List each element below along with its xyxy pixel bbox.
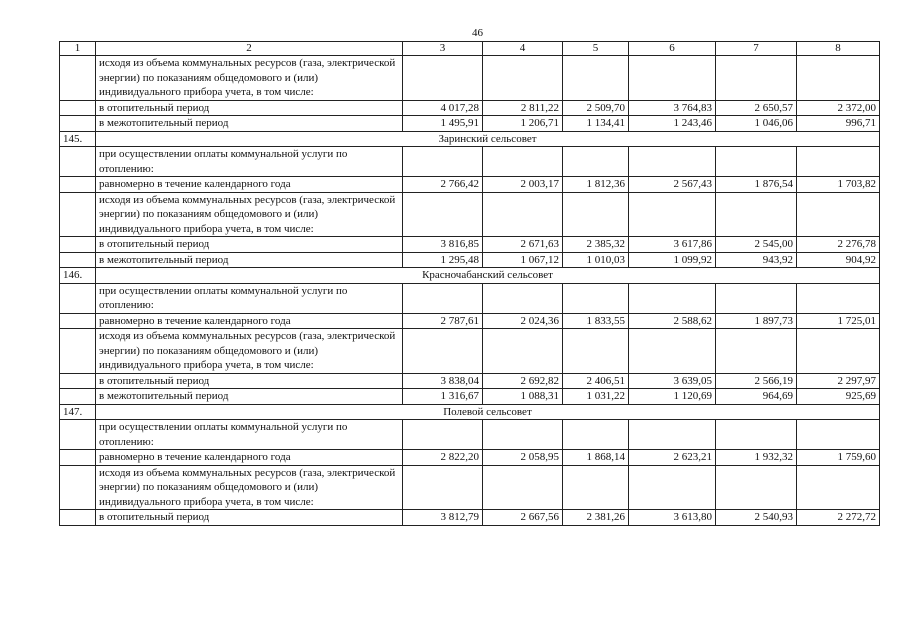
value-cell: 1 099,92 [629,252,716,268]
row-label: при осуществлении оплаты коммунальной услуги по отоплению: [96,420,403,450]
value-cell: 1 046,06 [716,116,797,132]
column-header-7: 7 [716,42,797,56]
value-cell [629,56,716,101]
value-cell: 4 017,28 [403,100,483,116]
even-year-row [60,313,880,329]
heating-period-row [60,100,880,116]
number-cell [60,465,96,510]
value-cell [629,147,716,177]
value-cell: 2 276,78 [797,237,880,253]
value-cell: 2 671,63 [483,237,563,253]
number-cell [60,237,96,253]
tariff-table [59,41,880,526]
value-cell: 904,92 [797,252,880,268]
row-label: равномерно в течение календарного года [96,450,403,466]
section-number: 147. [60,404,96,420]
row-label: исходя из объема коммунальных ресурсов (газа, электрической энергии) по показаниям общедомового и (или) индивидуального прибора учета, в том числе: [96,192,403,237]
value-cell [563,192,629,237]
number-cell [60,283,96,313]
row-label: при осуществлении оплаты коммунальной услуги по отоплению: [96,147,403,177]
section-header-row [60,131,880,147]
page-number: 46 [472,27,483,39]
column-header-2: 2 [96,42,403,56]
value-cell [483,147,563,177]
heating-method-row [60,147,880,177]
value-cell: 1 206,71 [483,116,563,132]
value-cell: 2 567,43 [629,177,716,193]
value-cell: 1 833,55 [563,313,629,329]
value-cell [403,147,483,177]
value-cell [797,420,880,450]
value-cell: 2 058,95 [483,450,563,466]
by-meter-row [60,192,880,237]
value-cell [563,420,629,450]
value-cell [629,329,716,374]
value-cell: 3 617,86 [629,237,716,253]
value-cell: 2 372,00 [797,100,880,116]
value-cell: 964,69 [716,389,797,405]
value-cell: 2 811,22 [483,100,563,116]
section-header-row [60,404,880,420]
number-cell [60,329,96,374]
heating-period-row [60,510,880,526]
column-header-8: 8 [797,42,880,56]
number-cell [60,100,96,116]
number-cell [60,389,96,405]
value-cell: 1 295,48 [403,252,483,268]
value-cell: 1 134,41 [563,116,629,132]
value-cell [629,420,716,450]
value-cell: 1 243,46 [629,116,716,132]
value-cell [716,465,797,510]
value-cell [797,147,880,177]
section-name: Красночабанский сельсовет [96,268,880,284]
row-label: в отопительный период [96,373,403,389]
value-cell: 943,92 [716,252,797,268]
value-cell [483,329,563,374]
row-label: исходя из объема коммунальных ресурсов (газа, электрической энергии) по показаниям общедомового и (или) индивидуального прибора учета, в том числе: [96,329,403,374]
value-cell: 2 566,19 [716,373,797,389]
value-cell [563,465,629,510]
row-label: при осуществлении оплаты коммунальной услуги по отоплению: [96,283,403,313]
value-cell [483,420,563,450]
number-cell [60,373,96,389]
value-cell [797,329,880,374]
value-cell [629,192,716,237]
value-cell: 1 932,32 [716,450,797,466]
value-cell: 2 766,42 [403,177,483,193]
row-label: равномерно в течение календарного года [96,177,403,193]
value-cell [629,283,716,313]
by-meter-row [60,329,880,374]
tariff-table-body [60,42,880,526]
row-label: в межотопительный период [96,116,403,132]
value-cell: 2 692,82 [483,373,563,389]
section-name: Заринский сельсовет [96,131,880,147]
value-cell: 3 812,79 [403,510,483,526]
value-cell: 2 297,97 [797,373,880,389]
number-cell [60,147,96,177]
row-label: исходя из объема коммунальных ресурсов (газа, электрической энергии) по показаниям общедомового и (или) индивидуального прибора учета, в том числе: [96,465,403,510]
value-cell: 2 787,61 [403,313,483,329]
row-label: в межотопительный период [96,389,403,405]
value-cell [403,56,483,101]
value-cell [563,56,629,101]
value-cell [797,56,880,101]
number-cell [60,116,96,132]
value-cell: 1 031,22 [563,389,629,405]
number-cell [60,252,96,268]
row-label: равномерно в течение календарного года [96,313,403,329]
nonheating-period-row [60,252,880,268]
value-cell: 1 812,36 [563,177,629,193]
value-cell: 2 667,56 [483,510,563,526]
value-cell: 2 623,21 [629,450,716,466]
value-cell [483,283,563,313]
value-cell: 1 725,01 [797,313,880,329]
value-cell [403,420,483,450]
value-cell: 3 764,83 [629,100,716,116]
value-cell [716,329,797,374]
row-label: в отопительный период [96,100,403,116]
number-cell [60,192,96,237]
value-cell: 2 822,20 [403,450,483,466]
number-cell [60,420,96,450]
by-meter-row [60,465,880,510]
value-cell: 1 120,69 [629,389,716,405]
value-cell: 996,71 [797,116,880,132]
value-cell [483,56,563,101]
value-cell: 3 838,04 [403,373,483,389]
heating-period-row [60,237,880,253]
value-cell [797,192,880,237]
row-label: исходя из объема коммунальных ресурсов (газа, электрической энергии) по показаниям общедомового и (или) индивидуального прибора учета, в том числе: [96,56,403,101]
nonheating-period-row [60,389,880,405]
value-cell: 2 540,93 [716,510,797,526]
value-cell: 3 816,85 [403,237,483,253]
value-cell: 2 406,51 [563,373,629,389]
nonheating-period-row [60,116,880,132]
value-cell [716,56,797,101]
value-cell [563,147,629,177]
column-header-5: 5 [563,42,629,56]
value-cell: 2 381,26 [563,510,629,526]
value-cell: 1 897,73 [716,313,797,329]
value-cell [563,283,629,313]
by-meter-row [60,56,880,101]
number-cell [60,510,96,526]
value-cell: 1 759,60 [797,450,880,466]
section-name: Полевой сельсовет [96,404,880,420]
section-number: 146. [60,268,96,284]
even-year-row [60,177,880,193]
value-cell [563,329,629,374]
value-cell: 2 509,70 [563,100,629,116]
value-cell: 2 545,00 [716,237,797,253]
value-cell [483,465,563,510]
value-cell: 1 876,54 [716,177,797,193]
heating-method-row [60,420,880,450]
value-cell: 2 385,32 [563,237,629,253]
value-cell: 925,69 [797,389,880,405]
value-cell: 1 088,31 [483,389,563,405]
value-cell [716,283,797,313]
value-cell: 2 003,17 [483,177,563,193]
column-header-6: 6 [629,42,716,56]
value-cell [629,465,716,510]
section-header-row [60,268,880,284]
value-cell: 2 650,57 [716,100,797,116]
value-cell [716,147,797,177]
column-header-4: 4 [483,42,563,56]
value-cell [403,283,483,313]
row-label: в отопительный период [96,237,403,253]
heating-method-row [60,283,880,313]
row-label: в отопительный период [96,510,403,526]
value-cell [483,192,563,237]
row-label: в межотопительный период [96,252,403,268]
value-cell [403,329,483,374]
even-year-row [60,450,880,466]
value-cell: 1 067,12 [483,252,563,268]
value-cell [797,283,880,313]
value-cell: 1 703,82 [797,177,880,193]
value-cell: 1 316,67 [403,389,483,405]
column-header-3: 3 [403,42,483,56]
value-cell [403,192,483,237]
value-cell [797,465,880,510]
value-cell: 1 010,03 [563,252,629,268]
value-cell: 1 495,91 [403,116,483,132]
heating-period-row [60,373,880,389]
value-cell: 2 272,72 [797,510,880,526]
value-cell [403,465,483,510]
number-cell [60,177,96,193]
value-cell: 3 639,05 [629,373,716,389]
number-cell [60,450,96,466]
value-cell: 2 024,36 [483,313,563,329]
column-number-row [60,42,880,56]
value-cell [716,420,797,450]
value-cell: 2 588,62 [629,313,716,329]
column-header-1: 1 [60,42,96,56]
value-cell: 3 613,80 [629,510,716,526]
value-cell: 1 868,14 [563,450,629,466]
section-number: 145. [60,131,96,147]
number-cell [60,313,96,329]
number-cell [60,56,96,101]
value-cell [716,192,797,237]
